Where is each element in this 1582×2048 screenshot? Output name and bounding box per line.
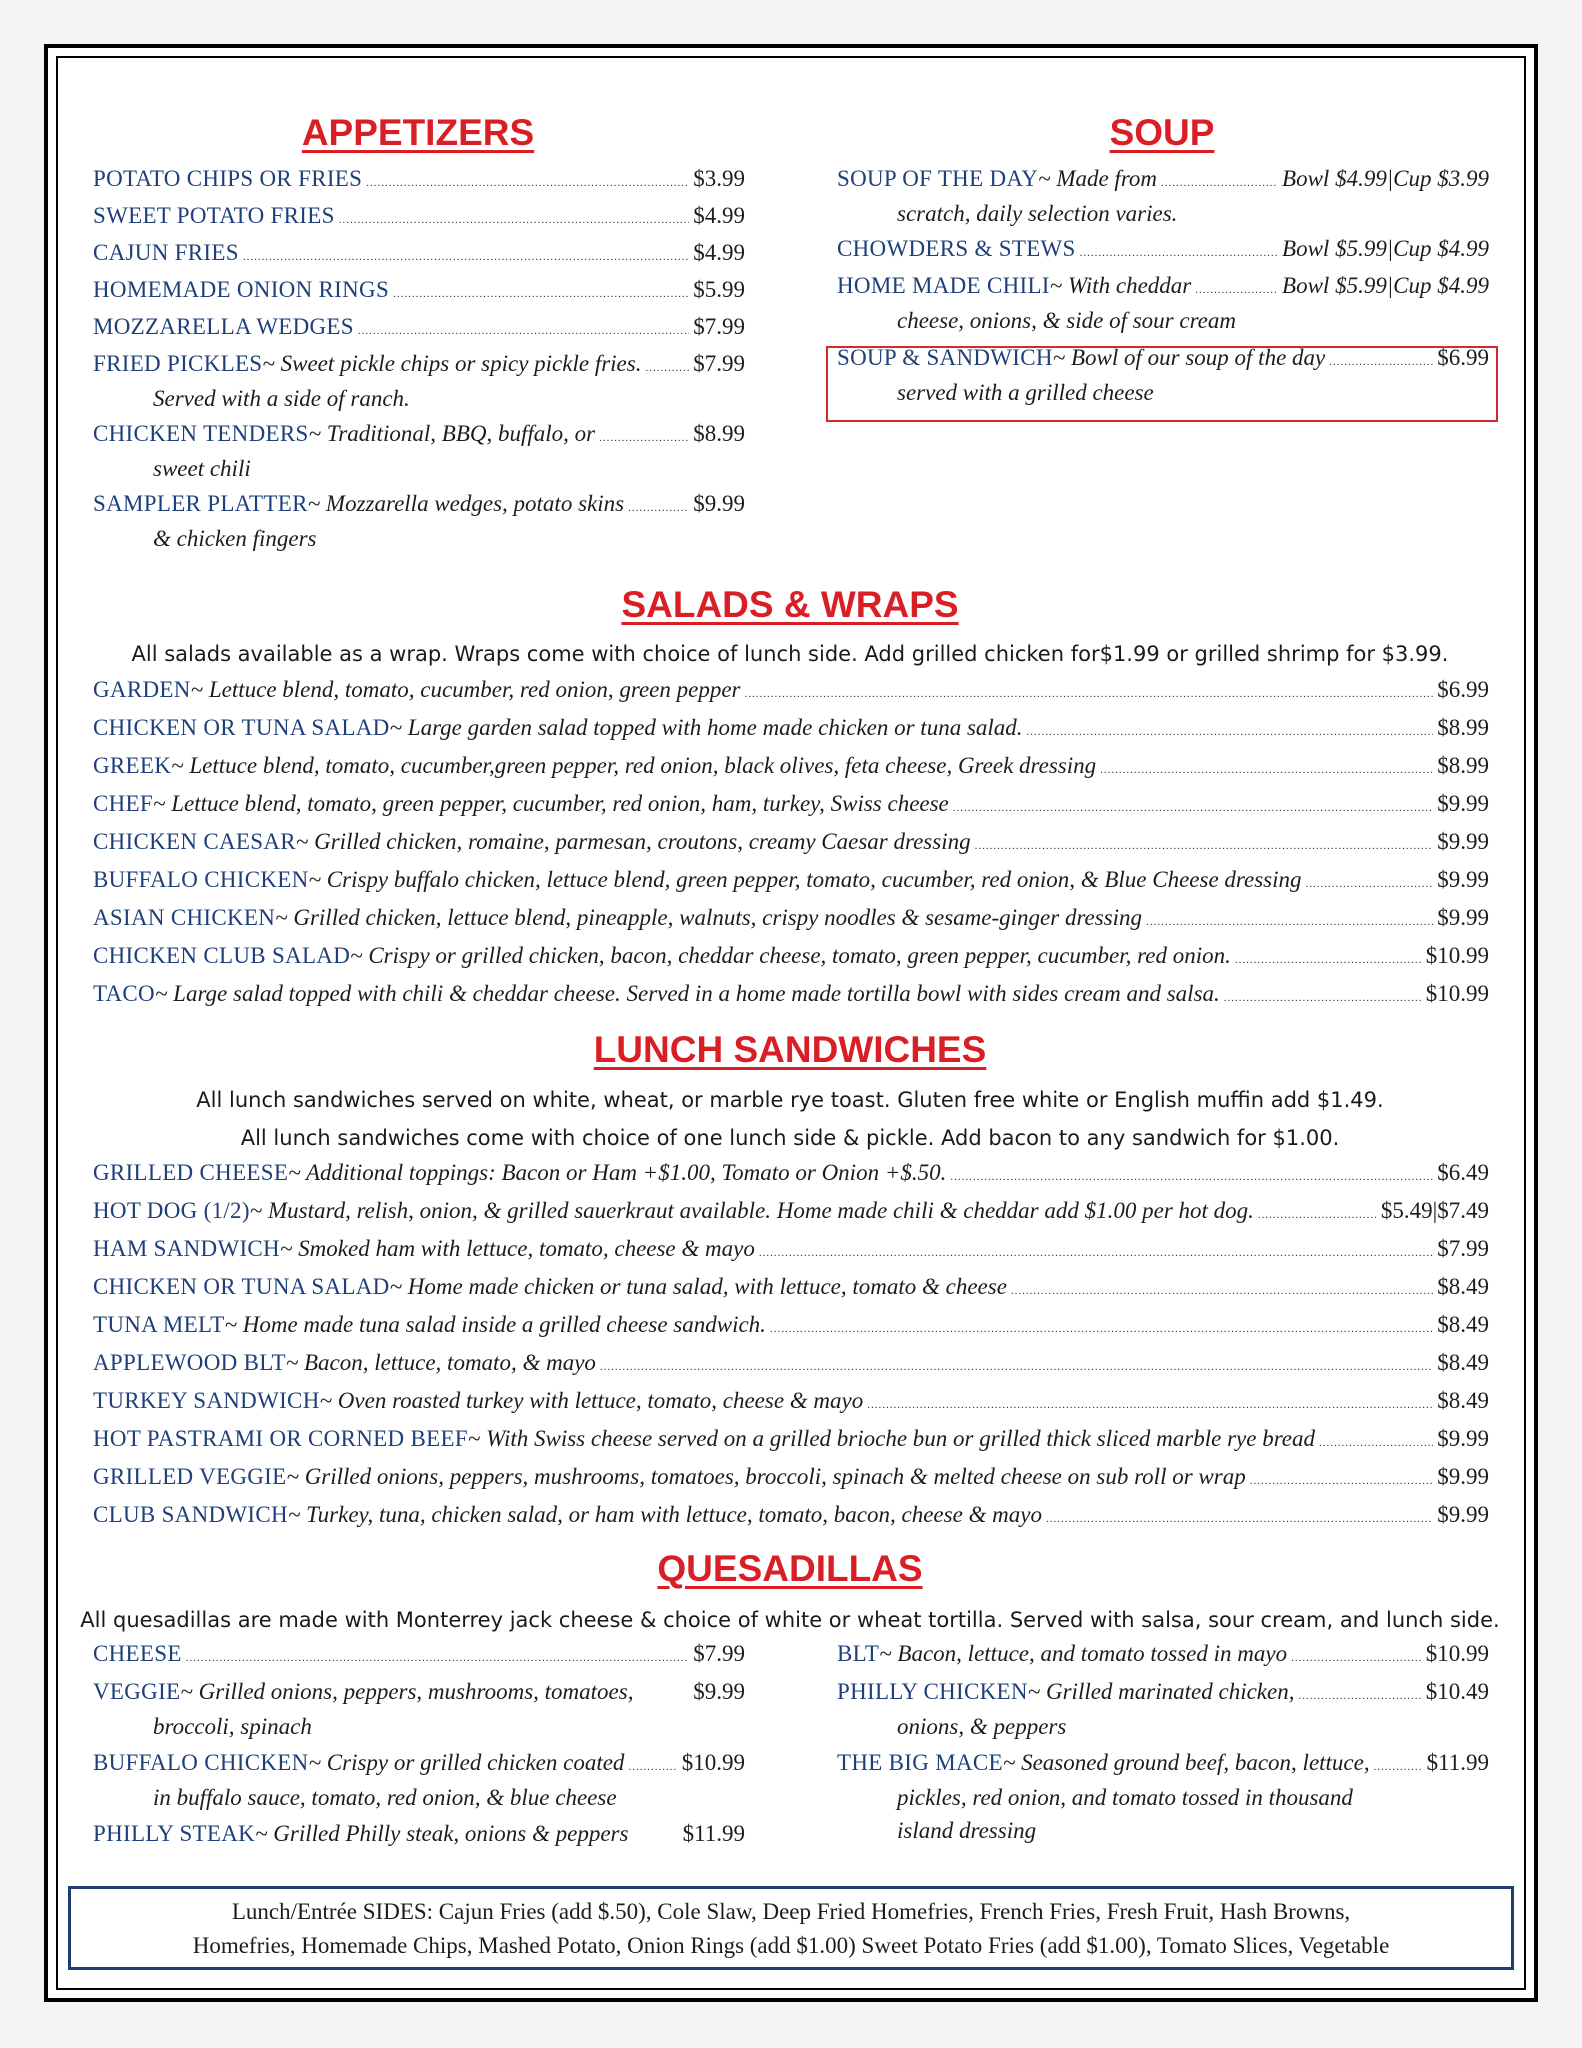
list-item	[93, 981, 1489, 1019]
item-price: $7.99	[1437, 1236, 1489, 1261]
item-name: TACO	[93, 981, 155, 1006]
list-item	[93, 829, 1489, 867]
list-item	[93, 491, 745, 559]
item-desc: ~ Grilled marinated chicken,	[1027, 1679, 1295, 1704]
item-desc: ~ Smoked ham with lettuce, tomato, cheese & mayo	[279, 1236, 755, 1261]
item-name: CHEF	[93, 791, 153, 816]
item-desc: ~ Oven roasted turkey with lettuce, tomato, cheese & mayo	[319, 1388, 864, 1413]
item-name: CAJUN FRIES	[93, 240, 239, 265]
item-price: Bowl $4.99|Cup $3.99	[1282, 166, 1489, 191]
item-name: SOUP & SANDWICH	[837, 345, 1053, 370]
item-price: $7.99	[693, 314, 745, 339]
item-desc: ~ Lettuce blend, tomato, cucumber,green pepper, red onion, black olives, feta cheese, Greek dressing	[171, 753, 1097, 778]
list-item	[93, 791, 1489, 829]
soup-sandwich-highlight-box	[826, 346, 1498, 422]
item-desc: ~ Large salad topped with chili & cheddar cheese. Served in a home made tortilla bowl with sides cream and salsa.	[154, 981, 1220, 1006]
item-desc: ~ Mustard, relish, onion, & grilled sauerkraut available. Home made chili & cheddar add $1.00 per hot dog.	[249, 1198, 1254, 1223]
dot-leader	[1319, 1437, 1433, 1449]
dot-leader	[1046, 1513, 1433, 1525]
dot-leader	[1374, 1761, 1423, 1773]
item-desc: ~ Bacon, lettuce, and tomato tossed in mayo	[879, 1641, 1288, 1666]
item-name: TURKEY SANDWICH	[93, 1388, 320, 1413]
dot-leader	[770, 1323, 1433, 1335]
dot-leader	[645, 362, 689, 374]
list-item	[93, 1641, 745, 1676]
list-item	[93, 1198, 1489, 1236]
item-price: $9.99	[1437, 829, 1489, 854]
list-item	[93, 351, 745, 419]
item-name: HOMEMADE ONION RINGS	[93, 277, 390, 302]
item-price: $6.49	[1437, 1160, 1489, 1185]
item-name: FRIED PICKLES	[93, 351, 263, 376]
list-item	[93, 1274, 1489, 1312]
item-price: $8.49	[1437, 1274, 1489, 1299]
item-name: PHILLY CHICKEN	[837, 1679, 1028, 1704]
quesadillas-note: All quesadillas are made with Monterrey jack cheese & choice of white or wheat tortilla. Served with salsa, sour cream, and lunch side.	[80, 1608, 1500, 1632]
item-name: SAMPLER PLATTER	[93, 491, 308, 516]
item-price: $4.99	[693, 203, 745, 228]
item-name: POTATO CHIPS OR FRIES	[93, 166, 363, 191]
item-name: VEGGIE	[93, 1679, 181, 1704]
dot-leader	[366, 177, 689, 189]
item-name: BUFFALO CHICKEN	[93, 867, 309, 892]
item-price: $10.99	[1425, 981, 1489, 1006]
item-price: $7.99	[693, 351, 745, 376]
item-desc: ~ Grilled Philly steak, onions & peppers	[255, 1821, 629, 1846]
item-name: GARDEN	[93, 677, 191, 702]
list-item	[93, 905, 1489, 943]
item-desc-cont: pickles, red onion, and tomato tossed in thousand	[897, 1785, 1353, 1810]
item-desc-cont: broccoli, spinach	[153, 1714, 312, 1739]
item-name: HAM SANDWICH	[93, 1236, 280, 1261]
item-desc-cont: Served with a side of ranch.	[153, 386, 410, 411]
list-item	[93, 1821, 745, 1856]
sides-line-1: Lunch/Entrée SIDES: Cajun Fries (add $.50), Cole Slaw, Deep Fried Homefries, French Fries, Fresh Fruit, Hash Browns,	[231, 1899, 1351, 1924]
item-name: CHOWDERS & STEWS	[837, 236, 1076, 261]
dot-leader	[975, 840, 1434, 852]
item-desc: ~ Made from	[1038, 166, 1158, 191]
item-desc: ~ Seasoned ground beef, bacon, lettuce,	[1002, 1750, 1370, 1775]
sandwiches-note-1: All lunch sandwiches served on white, wheat, or marble rye toast. Gluten free white or English muffin add $1.49.	[196, 1088, 1384, 1112]
list-item	[93, 1312, 1489, 1350]
item-desc-cont: in buffalo sauce, tomato, red onion, & blue cheese	[153, 1785, 617, 1810]
list-item	[93, 715, 1489, 753]
list-item	[93, 1160, 1489, 1198]
item-desc: ~ Home made tuna salad inside a grilled cheese sandwich.	[224, 1312, 766, 1337]
dot-leader	[867, 1399, 1433, 1411]
item-desc: ~ Bacon, lettuce, tomato, & mayo	[285, 1350, 596, 1375]
item-name: BLT	[837, 1641, 880, 1666]
item-name: CHICKEN CAESAR	[93, 829, 296, 854]
soup-heading: SOUP	[1109, 112, 1215, 153]
item-desc: ~ Lettuce blend, tomato, green pepper, cucumber, red onion, ham, turkey, Swiss cheese	[153, 791, 949, 816]
dot-leader	[628, 1761, 677, 1773]
dot-leader	[1306, 878, 1434, 890]
item-desc: ~ Additional toppings: Bacon or Ham +$1.00, Tomato or Onion +$.50.	[288, 1160, 947, 1185]
dot-leader	[339, 214, 690, 226]
item-desc: ~ Turkey, tuna, chicken salad, or ham with lettuce, tomato, bacon, cheese & mayo	[287, 1502, 1042, 1527]
item-desc: ~ Crispy or grilled chicken, bacon, cheddar cheese, tomato, green pepper, cucumber, red onion.	[350, 943, 1231, 968]
item-price: $11.99	[682, 1821, 745, 1846]
item-desc: ~ Bowl of our soup of the day	[1052, 345, 1326, 370]
item-name: APPLEWOOD BLT	[93, 1350, 286, 1375]
item-desc: ~ Grilled chicken, lettuce blend, pineapple, walnuts, crispy noodles & sesame-ginger dressing	[275, 905, 1143, 930]
item-name: ASIAN CHICKEN	[93, 905, 276, 930]
list-item	[93, 240, 745, 275]
item-desc: ~ Grilled chicken, romaine, parmesan, croutons, creamy Caesar dressing	[295, 829, 971, 854]
item-name: CHICKEN TENDERS	[93, 421, 309, 446]
item-desc: ~ Lettuce blend, tomato, cucumber, red onion, green pepper	[190, 677, 741, 702]
dot-leader	[744, 688, 1433, 700]
item-desc-cont: sweet chili	[153, 456, 251, 481]
item-price: $9.99	[1437, 791, 1489, 816]
dot-leader	[1235, 954, 1422, 966]
item-price: $5.99	[693, 277, 745, 302]
item-name: HOME MADE CHILI	[837, 273, 1050, 298]
item-name: MOZZARELLA WEDGES	[93, 314, 354, 339]
item-name: GREEK	[93, 753, 172, 778]
item-name: BUFFALO CHICKEN	[93, 1750, 309, 1775]
dot-leader	[950, 1171, 1433, 1183]
dot-leader	[1291, 1652, 1422, 1664]
item-desc-cont-2: island dressing	[897, 1818, 1037, 1843]
salads-note: All salads available as a wrap. Wraps come with choice of lunch side. Add grilled chicken for$1.99 or grilled shrimp for $3.99.	[131, 642, 1449, 666]
list-item	[93, 753, 1489, 791]
item-price: $3.99	[693, 166, 745, 191]
item-desc: ~ Home made chicken or tuna salad, with lettuce, tomato & cheese	[389, 1274, 1007, 1299]
item-price: $4.99	[693, 240, 745, 265]
dot-leader	[1224, 992, 1422, 1004]
item-name: TUNA MELT	[93, 1312, 225, 1337]
list-item	[837, 273, 1489, 341]
item-price: $10.49	[1425, 1679, 1489, 1704]
list-item	[93, 314, 745, 349]
dot-leader	[186, 1652, 690, 1664]
dot-leader	[1100, 764, 1433, 776]
item-price: $8.49	[1437, 1388, 1489, 1413]
item-price: $8.99	[1437, 715, 1489, 740]
salads-heading: SALADS & WRAPS	[621, 584, 959, 625]
item-name: HOT DOG (1/2)	[93, 1198, 250, 1223]
dot-leader	[628, 502, 689, 514]
item-name: SOUP OF THE DAY	[837, 166, 1039, 191]
list-item	[93, 1750, 745, 1818]
item-desc: ~ With Swiss cheese served on a grilled brioche bun or grilled thick sliced marble rye bread	[467, 1426, 1315, 1451]
list-item	[93, 1679, 745, 1747]
list-item	[93, 677, 1489, 715]
list-item	[93, 1502, 1489, 1540]
item-name: CHICKEN CLUB SALAD	[93, 943, 351, 968]
quesadillas-right-list	[837, 1641, 1489, 1851]
item-price: $9.99	[1437, 1464, 1489, 1489]
list-item	[93, 277, 745, 312]
list-item	[837, 1679, 1489, 1747]
dot-leader	[243, 251, 689, 263]
item-name: CHICKEN OR TUNA SALAD	[93, 715, 390, 740]
appetizers-list	[93, 166, 745, 559]
item-desc-cont: & chicken fingers	[153, 526, 317, 551]
item-price: $7.99	[693, 1641, 745, 1666]
list-item	[837, 1641, 1489, 1676]
item-name: PHILLY STEAK	[93, 1821, 256, 1846]
sandwiches-note-2: All lunch sandwiches come with choice of one lunch side & pickle. Add bacon to any sandwich for $1.00.	[240, 1126, 1340, 1150]
item-desc: ~ Sweet pickle chips or spicy pickle fries.	[262, 351, 642, 376]
item-desc-cont: cheese, onions, & side of sour cream	[897, 308, 1236, 333]
quesadillas-heading: QUESADILLAS	[657, 1548, 923, 1589]
item-price: $9.99	[693, 491, 745, 516]
dot-leader	[393, 288, 689, 300]
item-name: SWEET POTATO FRIES	[93, 203, 335, 228]
item-price: $9.99	[1437, 1502, 1489, 1527]
list-item	[837, 1750, 1489, 1851]
dot-leader	[1161, 177, 1278, 189]
item-price: $8.99	[693, 421, 745, 446]
item-desc: ~ With cheddar	[1049, 273, 1192, 298]
item-price: $9.99	[693, 1679, 745, 1704]
dot-leader	[1080, 247, 1278, 259]
item-price: Bowl $5.99|Cup $4.99	[1282, 273, 1489, 298]
dot-leader	[1195, 284, 1278, 296]
item-price: $6.99	[1437, 345, 1489, 370]
item-desc: ~ Traditional, BBQ, buffalo, or	[308, 421, 596, 446]
list-item	[93, 867, 1489, 905]
list-item	[93, 1388, 1489, 1426]
item-price: $9.99	[1437, 1426, 1489, 1451]
item-price: Bowl $5.99|Cup $4.99	[1282, 236, 1489, 261]
item-name: THE BIG MACE	[837, 1750, 1003, 1775]
list-item	[93, 1236, 1489, 1274]
dot-leader	[953, 802, 1433, 814]
item-name: HOT PASTRAMI OR CORNED BEEF	[93, 1426, 468, 1451]
dot-leader	[600, 1361, 1433, 1373]
item-price: $8.49	[1437, 1312, 1489, 1337]
appetizers-heading: APPETIZERS	[301, 112, 535, 153]
dot-leader	[1146, 916, 1433, 928]
list-item	[93, 1350, 1489, 1388]
sandwiches-heading: LUNCH SANDWICHES	[593, 1029, 987, 1070]
item-price: $8.99	[1437, 753, 1489, 778]
list-item	[837, 166, 1489, 234]
item-desc-cont: onions, & peppers	[897, 1714, 1067, 1739]
item-desc: ~ Grilled onions, peppers, mushrooms, tomatoes, broccoli, spinach & melted cheese on sub roll or wrap	[286, 1464, 1246, 1489]
dot-leader	[1298, 1690, 1421, 1702]
list-item	[93, 166, 745, 201]
item-name: GRILLED CHEESE	[93, 1160, 289, 1185]
item-name: CHICKEN OR TUNA SALAD	[93, 1274, 390, 1299]
dot-leader	[1011, 1285, 1433, 1297]
quesadillas-left-list	[93, 1641, 745, 1856]
item-desc: ~ Grilled onions, peppers, mushrooms, tomatoes,	[180, 1679, 634, 1704]
item-price: $5.49|$7.49	[1380, 1198, 1489, 1223]
item-desc: ~ Mozzarella wedges, potato skins	[307, 491, 625, 516]
item-price: $9.99	[1437, 905, 1489, 930]
item-price: $10.99	[1425, 1641, 1489, 1666]
item-desc: ~ Crispy or grilled chicken coated	[308, 1750, 625, 1775]
dot-leader	[599, 432, 689, 444]
dot-leader	[1258, 1209, 1377, 1221]
list-item	[93, 943, 1489, 981]
item-name: GRILLED VEGGIE	[93, 1464, 287, 1489]
item-price: $9.99	[1437, 867, 1489, 892]
dot-leader	[1250, 1475, 1434, 1487]
dot-leader	[759, 1247, 1433, 1259]
salads-list	[93, 677, 1489, 1019]
dot-leader	[358, 325, 689, 337]
item-price: $6.99	[1437, 677, 1489, 702]
sandwiches-list	[93, 1160, 1489, 1540]
list-item	[93, 1426, 1489, 1464]
item-desc: ~ Crispy buffalo chicken, lettuce blend, green pepper, tomato, cucumber, red onion, & Blue Cheese dressing	[308, 867, 1302, 892]
sides-box	[68, 1886, 1514, 1970]
item-price: $10.99	[681, 1750, 745, 1775]
list-item	[93, 421, 745, 489]
item-name: CLUB SANDWICH	[93, 1502, 288, 1527]
item-price: $11.99	[1426, 1750, 1489, 1775]
list-item	[837, 236, 1489, 271]
item-price: $8.49	[1437, 1350, 1489, 1375]
list-item	[93, 203, 745, 238]
item-price: $10.99	[1425, 943, 1489, 968]
sides-line-2: Homefries, Homemade Chips, Mashed Potato, Onion Rings (add $1.00) Sweet Potato Fries (add $1.00), Tomato Slices, Vegetable	[192, 1933, 1390, 1958]
item-name: CHEESE	[93, 1641, 182, 1666]
item-desc: ~ Large garden salad topped with home made chicken or tuna salad.	[389, 715, 1023, 740]
dot-leader	[1027, 726, 1434, 738]
list-item	[93, 1464, 1489, 1502]
item-desc-cont: scratch, daily selection varies.	[897, 201, 1178, 226]
item-desc-cont: served with a grilled cheese	[897, 380, 1154, 405]
